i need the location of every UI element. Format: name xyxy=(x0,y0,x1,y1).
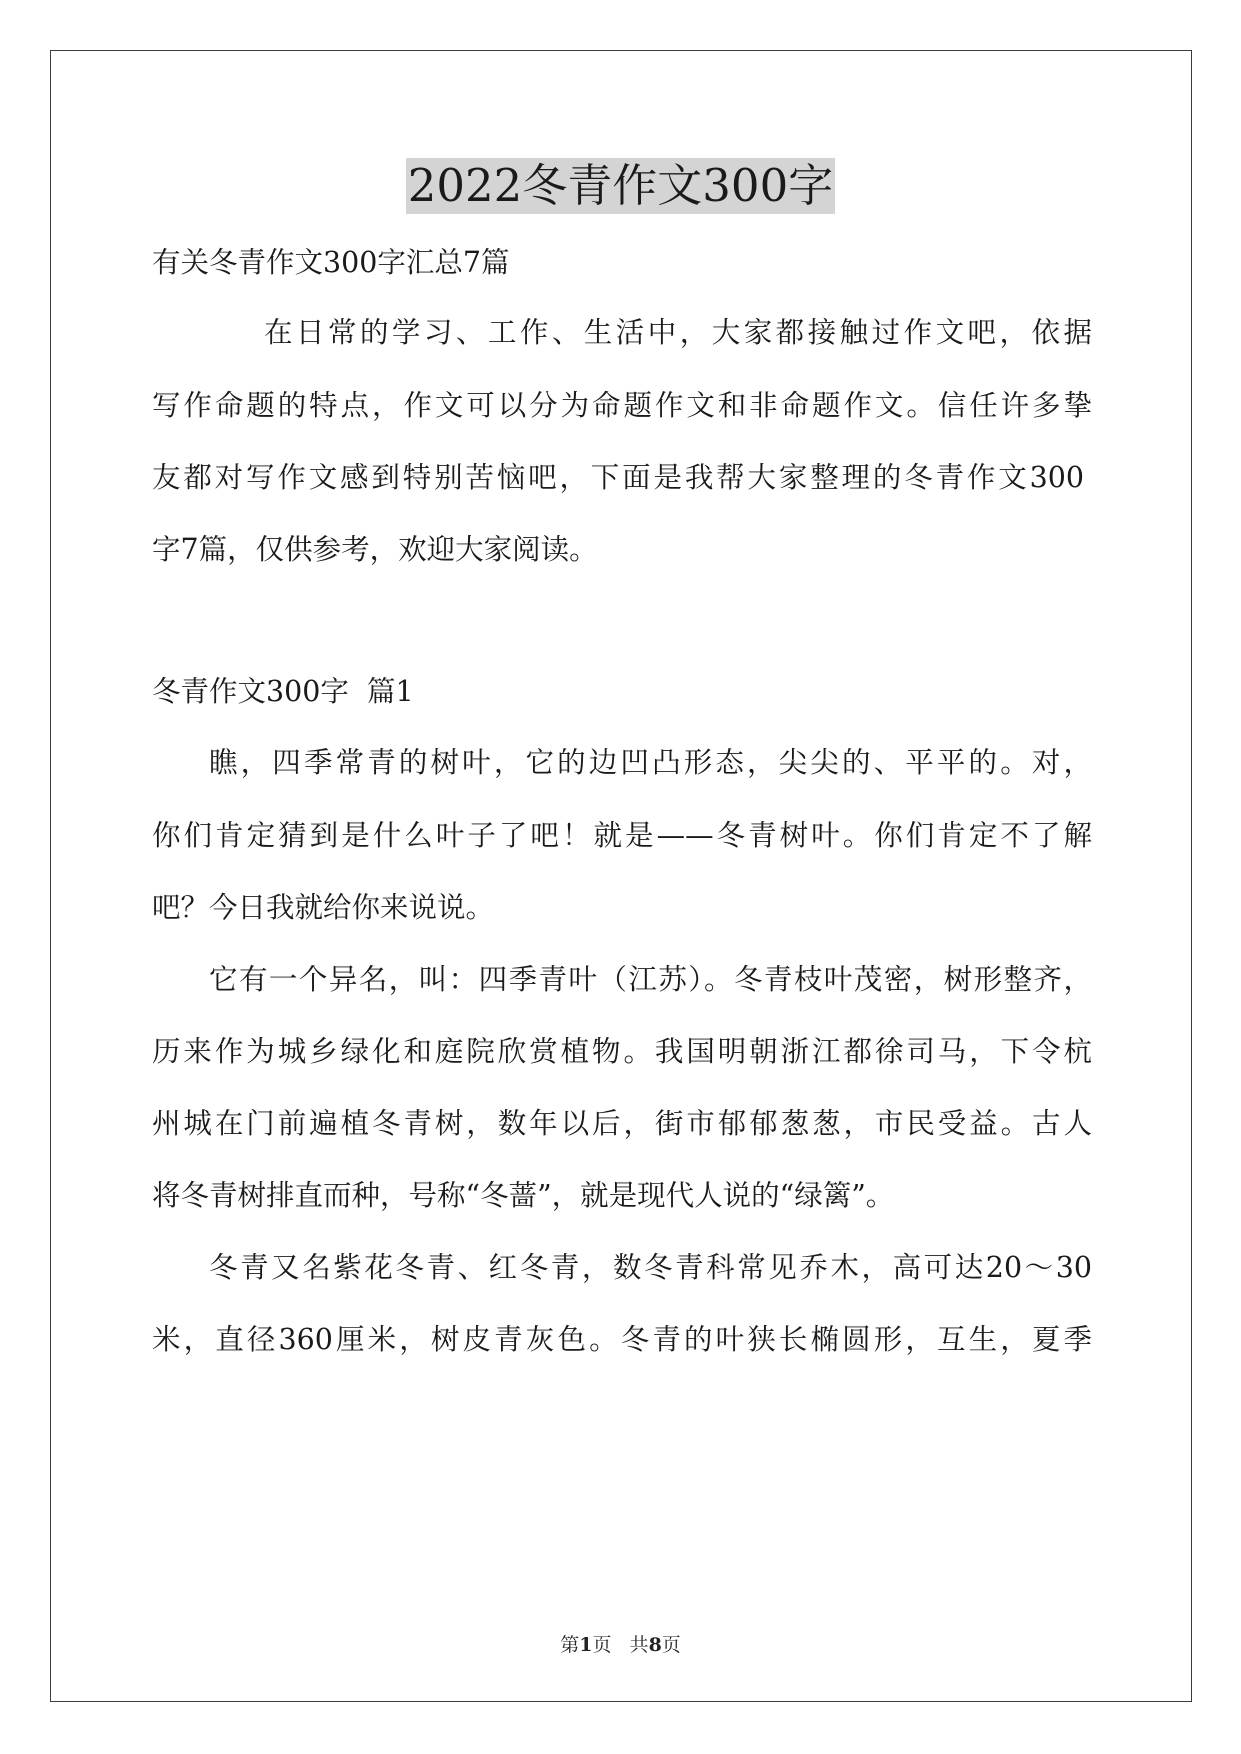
page-footer xyxy=(0,1630,1241,1657)
body-line-3: 吧？今日我就给你来说说。 xyxy=(152,891,495,924)
body-line-5: 历来作为城乡绿化和庭院欣赏植物。我国明朝浙江都徐司马，下令杭 xyxy=(152,1035,1092,1068)
body-line-1: 瞧，四季常青的树叶，它的边凹凸形态，尖尖的、平平的。对， xyxy=(209,746,1092,779)
current-page-number: 1 xyxy=(579,1634,593,1656)
body-line-9: 米，直径360厘米，树皮青灰色。冬青的叶狭长椭圆形，互生，夏季 xyxy=(152,1323,1092,1356)
body-line-8: 冬青又名紫花冬青、红冬青，数冬青科常见乔木，高可达20～30 xyxy=(209,1251,1092,1284)
document-title: 2022冬青作文300字 xyxy=(407,159,834,212)
title-container xyxy=(0,158,1241,214)
footer-middle: 页 共 xyxy=(592,1634,649,1656)
total-page-number: 8 xyxy=(648,1634,662,1656)
section-heading: 冬青作文300字 篇1 xyxy=(152,675,414,708)
body-line-6: 州城在门前遍植冬青树，数年以后，街市郁郁葱葱，市民受益。古人 xyxy=(152,1107,1092,1140)
intro-line-4: 字7篇，仅供参考，欢迎大家阅读。 xyxy=(152,533,598,566)
intro-line-2: 写作命题的特点，作文可以分为命题作文和非命题作文。信任许多挚 xyxy=(152,389,1092,422)
body-line-4: 它有一个异名，叫：四季青叶（江苏）。冬青枝叶茂密，树形整齐， xyxy=(209,963,1092,996)
footer-suffix: 页 xyxy=(661,1634,681,1656)
body-line-2: 你们肯定猜到是什么叶子了吧！就是——冬青树叶。你们肯定不了解 xyxy=(152,819,1092,852)
body-line-7: 将冬青树排直而种，号称“冬蔷”，就是现代人说的“绿篱”。 xyxy=(152,1179,895,1212)
intro-line-1: 在日常的学习、工作、生活中，大家都接触过作文吧，依据 xyxy=(264,316,1092,349)
document-subtitle: 有关冬青作文300字汇总7篇 xyxy=(152,246,510,279)
page-border xyxy=(50,50,1192,1702)
intro-line-3: 友都对写作文感到特别苦恼吧，下面是我帮大家整理的冬青作文300 xyxy=(152,461,1084,494)
footer-prefix: 第 xyxy=(560,1634,580,1656)
